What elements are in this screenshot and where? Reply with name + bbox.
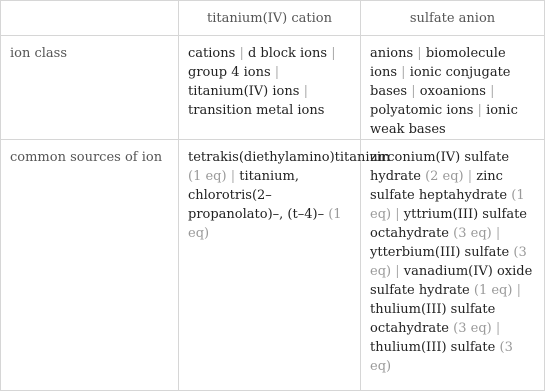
equivalents-count: (3 eq) — [370, 340, 513, 374]
header-titanium-cation: titanium(IV) cation — [179, 1, 361, 36]
list-item: d block ions — [247, 46, 328, 61]
cell-titanium-ion-class — [179, 36, 361, 140]
list-separator: | — [395, 207, 400, 222]
list-separator: | — [274, 65, 280, 80]
list-item: titanium(IV) ions — [188, 84, 300, 99]
list-separator: | — [239, 46, 244, 61]
header-sulfate-anion: sulfate anion — [361, 1, 544, 36]
source-name: thulium(III) sulfate — [370, 340, 496, 355]
list-separator: | — [490, 84, 495, 99]
cell-sulfate-sources — [361, 140, 544, 390]
list-item: polyatomic ions — [370, 103, 474, 118]
list-item: biomolecule ions — [370, 46, 506, 80]
source-name: ytterbium(III) sulfate — [370, 245, 510, 260]
equivalents-count: (1 eq) — [188, 169, 227, 184]
source-name: zirconium(IV) sulfate hydrate — [370, 150, 510, 184]
source-name: zinc sulfate heptahydrate — [370, 169, 508, 203]
list-item: oxoanions — [419, 84, 486, 99]
list-separator: | — [516, 283, 521, 298]
list-separator: | — [411, 84, 416, 99]
list-separator: | — [395, 264, 400, 279]
equivalents-count: (3 eq) — [453, 321, 492, 336]
equivalents-count: (1 eq) — [473, 283, 513, 298]
list-separator: | — [495, 321, 501, 336]
equivalents-count: (2 eq) — [425, 169, 464, 184]
header-empty-cell — [1, 1, 179, 36]
list-separator: | — [467, 169, 473, 184]
list-separator: | — [331, 46, 336, 61]
list-item: group 4 ions — [188, 65, 271, 80]
source-name: titanium, chlorotris(2–propanolato)–, (t–4)– — [188, 169, 325, 222]
list-item: ionic conjugate bases — [370, 65, 511, 99]
list-separator: | — [303, 84, 308, 99]
equivalents-count: (3 eq) — [453, 226, 492, 241]
list-separator: | — [477, 103, 482, 118]
list-separator: | — [230, 169, 236, 184]
source-name: yttrium(III) sulfate octahydrate — [370, 207, 527, 241]
list-separator: | — [417, 46, 422, 61]
list-item: transition metal ions — [188, 103, 325, 118]
row-label-ion-class: ion class — [1, 36, 179, 140]
list-separator: | — [495, 226, 501, 241]
source-name: tetrakis(diethylamino)titanium — [188, 150, 391, 165]
equivalents-count: (3 eq) — [370, 245, 527, 279]
equivalents-count: (1 eq) — [370, 188, 525, 222]
row-label-common-sources: common sources of ion — [1, 140, 179, 390]
cell-sulfate-ion-class — [361, 36, 544, 140]
list-item: ionic weak bases — [370, 103, 518, 137]
source-name: vanadium(IV) oxide sulfate hydrate — [370, 264, 533, 298]
list-separator: | — [401, 65, 406, 80]
cell-titanium-sources — [179, 140, 391, 390]
equivalents-count: (1 eq) — [188, 207, 342, 241]
list-item: cations — [188, 46, 236, 61]
source-name: thulium(III) sulfate octahydrate — [370, 302, 496, 336]
list-item: anions — [370, 46, 414, 61]
